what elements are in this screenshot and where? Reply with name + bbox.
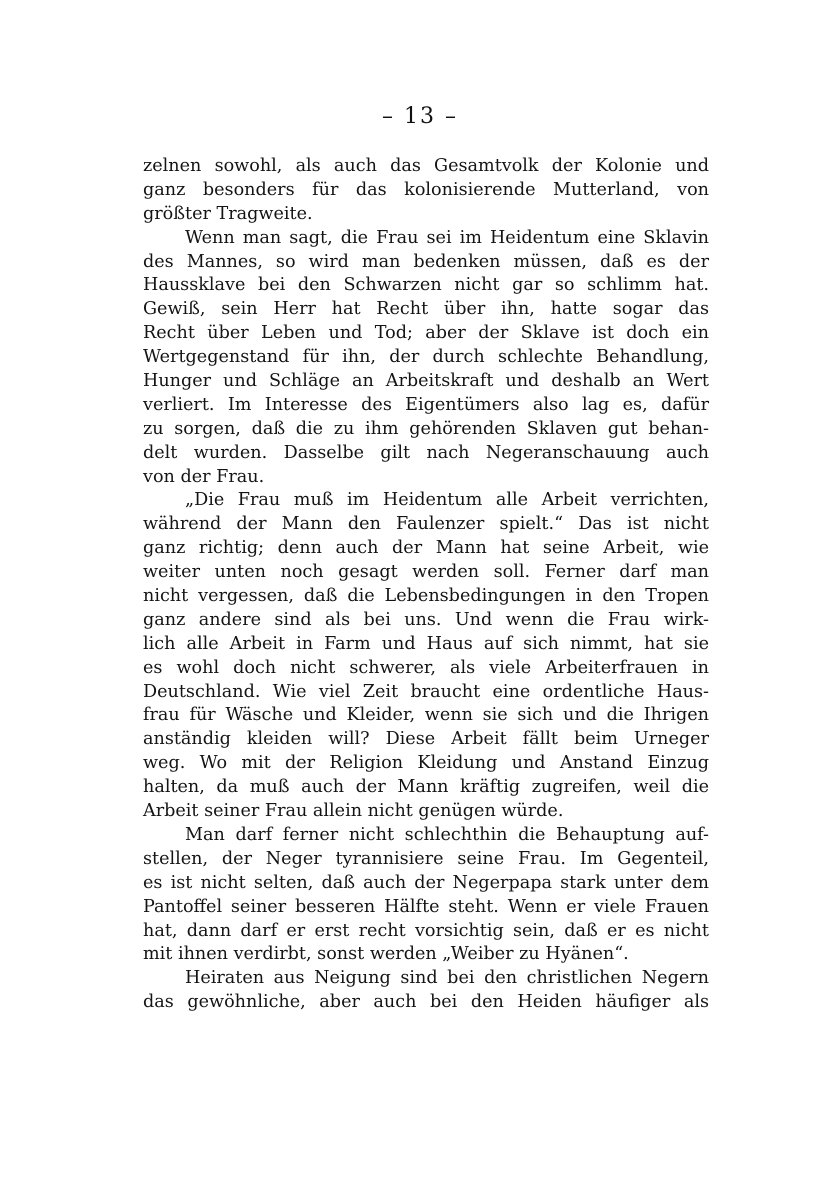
text-line: des Mannes, so wird man bedenken müssen, daß es der — [143, 251, 709, 272]
page-number: – 13 – — [382, 104, 458, 129]
text-line: zelnen sowohl, als auch das Gesamtvolk der Kolonie und — [143, 156, 709, 176]
text-line: zu sorgen, daß die zu ihm gehörenden Sklaven gut behan- — [143, 418, 709, 439]
text-line: größter Tragweite. — [143, 203, 313, 224]
text-line: ganz andere sind als bei uns. Und wenn die Frau wirk- — [143, 609, 709, 630]
text-line: Gewiß, sein Herr hat Recht über ihn, hatte sogar das — [143, 299, 709, 320]
text-line: weiter unten noch gesagt werden soll. Ferner darf man — [143, 562, 709, 583]
text-line: es wohl doch nicht schwerer, als viele Arbeiterfrauen in — [143, 657, 709, 678]
text-line: das gewöhnliche, aber auch bei den Heiden häufiger als — [143, 992, 709, 1013]
text-line: es ist nicht selten, daß auch der Negerpapa stark unter dem — [143, 872, 709, 893]
text-line: frau für Wäsche und Kleider, wenn sie sich und die Ihrigen — [143, 705, 709, 726]
text-line: Recht über Leben und Tod; aber der Sklave ist doch ein — [143, 323, 709, 344]
text-line: hat, dann darf er erst recht vorsichtig sein, daß er es nicht — [143, 920, 709, 941]
text-line: Arbeit seiner Frau allein nicht genügen würde. — [143, 801, 564, 822]
text-line: von der Frau. — [143, 466, 265, 487]
text-line: halten, da muß auch der Mann kräftig zugreifen, weil die — [143, 777, 709, 798]
text-line: Wertgegenstand für ihn, der durch schlechte Behandlung, — [143, 347, 709, 368]
text-line: ganz richtig; denn auch der Mann hat seine Arbeit, wie — [143, 538, 709, 559]
text-line: lich alle Arbeit in Farm und Haus auf sich nimmt, hat sie — [143, 633, 709, 654]
text-line: weg. Wo mit der Religion Kleidung und Anstand Einzug — [143, 753, 709, 774]
text-line: Hunger und Schläge an Arbeitskraft und deshalb an Wert — [143, 371, 709, 392]
text-line: mit ihnen verdirbt, sonst werden „Weiber zu Hyänen“. — [143, 944, 629, 965]
text-line: delt wurden. Dasselbe gilt nach Negeranschauung auch — [143, 442, 709, 463]
text-line: Pantoffel seiner besseren Hälfte steht. Wenn er viele Frauen — [143, 896, 709, 917]
text-line: Wenn man sagt, die Frau sei im Heidentum eine Sklavin — [185, 227, 709, 248]
text-line: ganz besonders für das kolonisierende Mutterland, von — [143, 179, 709, 200]
text-line: Heiraten aus Neigung sind bei den christlichen Negern — [185, 968, 709, 989]
text-line: stellen, der Neger tyrannisiere seine Frau. Im Gegenteil, — [143, 848, 709, 869]
text-line: Man darf ferner nicht schlechthin die Behauptung auf- — [185, 824, 709, 845]
text-line: verliert. Im Interesse des Eigentümers also lag es, dafür — [143, 394, 709, 415]
text-line: während der Mann den Faulenzer spielt.“ Das ist nicht — [143, 514, 709, 535]
text-line: Haussklave bei den Schwarzen nicht gar so schlimm hat. — [143, 275, 709, 296]
text-line: Deutschland. Wie viel Zeit braucht eine ordentliche Haus- — [143, 681, 709, 702]
body-text — [143, 155, 709, 1015]
text-line: „Die Frau muß im Heidentum alle Arbeit verrichten, — [185, 490, 709, 511]
text-line: anständig kleiden will? Diese Arbeit fällt beim Urneger — [143, 729, 709, 750]
text-line: nicht vergessen, daß die Lebensbedingungen in den Tropen — [143, 586, 709, 607]
